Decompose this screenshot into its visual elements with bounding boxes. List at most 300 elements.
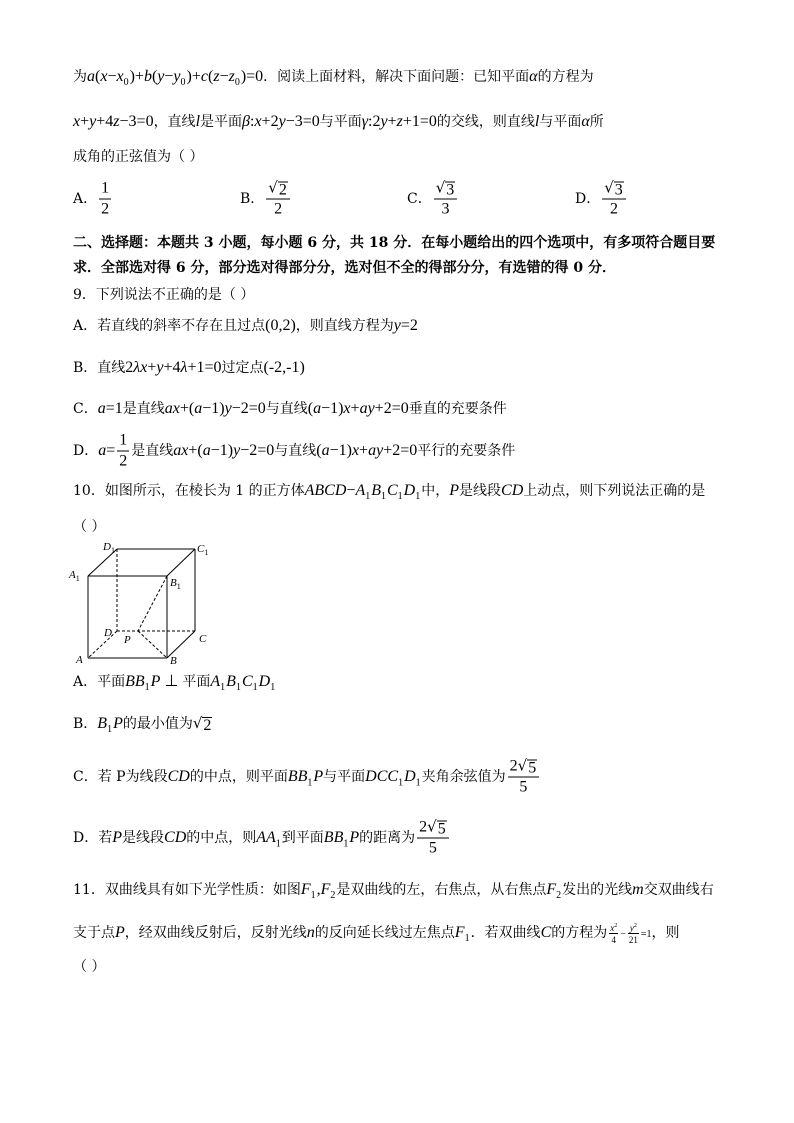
q8-option-c [407, 179, 459, 220]
math-symbol: 1 [101, 179, 110, 197]
q11-stem-line-3 [73, 957, 105, 977]
text-run: 是直线 [131, 443, 174, 459]
vertex-subscript: 1 [75, 574, 80, 583]
math-variable: x [610, 923, 615, 933]
square-root [268, 179, 288, 199]
section-2-header-line-1 [73, 233, 715, 253]
math-symbol: −3=0 [119, 113, 154, 130]
subscript: 1 [415, 491, 421, 502]
math-variable: AA [256, 829, 276, 846]
math-variable: y [89, 113, 97, 130]
text-run: 发出的光线 [562, 882, 633, 898]
text-run: D．若 [73, 830, 113, 846]
denominator [99, 200, 111, 220]
math-variable: B [371, 482, 381, 499]
vertex-letter: C [197, 543, 205, 555]
q11-stem-line-2 [73, 921, 680, 949]
vertex-letter: A [69, 569, 76, 581]
math-variable: a [98, 442, 107, 459]
subscript: 1 [220, 682, 226, 693]
text-run: 是平面 [200, 114, 243, 130]
math-variable: x [116, 68, 124, 85]
math-variable: a [87, 68, 95, 85]
section-2-header-line-2 [73, 258, 616, 278]
radical-sign [604, 179, 614, 199]
text-run: ．阅读上面材料，解决下面问题：已知平面 [263, 69, 530, 85]
text-run: （ ） [73, 959, 106, 975]
math-variable: P [449, 482, 460, 499]
math-variable: P [113, 715, 123, 732]
text-run: C． [407, 191, 432, 207]
math-variable: ax [173, 442, 189, 459]
math-variable: x [343, 400, 351, 417]
text-run: B． [240, 191, 265, 207]
math-symbol: :2 [368, 113, 381, 130]
q9-stem [73, 285, 254, 305]
text-run: 交双曲线右 [643, 882, 714, 898]
radical-sign [518, 757, 528, 777]
radical-sign [268, 179, 278, 199]
square-root [436, 179, 456, 199]
math-symbol: 2 [101, 200, 110, 218]
radical-sign [427, 818, 437, 838]
math-symbol: 2 [274, 200, 283, 218]
math-variable: x [254, 113, 262, 130]
math-symbol: − [219, 68, 229, 85]
segment-p-b [138, 631, 167, 658]
math-variable: ax [164, 400, 180, 417]
denominator [508, 778, 540, 798]
math-symbol: (-2,-1) [263, 359, 305, 376]
subscript: 1 [365, 491, 371, 502]
vertex-label-b1 [170, 577, 181, 591]
fraction [508, 757, 540, 798]
fraction [628, 921, 639, 945]
radicand [278, 182, 288, 199]
math-variable: y [173, 68, 181, 85]
math-symbol: 5 [528, 759, 537, 777]
text-run: 中， [421, 483, 450, 499]
q8-option-b [240, 179, 292, 220]
math-symbol: +2=0 [374, 400, 409, 417]
math-symbol: 1 [119, 431, 128, 449]
math-variable: ABCD [304, 482, 347, 499]
numerator [508, 757, 540, 778]
math-variable: y [629, 923, 634, 933]
math-symbol: 2 [278, 181, 287, 199]
math-variable: CD [501, 482, 524, 499]
math-variable: C [387, 482, 398, 499]
radicand [445, 182, 455, 199]
denominator [266, 200, 290, 220]
vertex-letter: B [170, 577, 177, 589]
math-variable: y [224, 400, 232, 417]
text-run: 夹角余弦值为 [421, 769, 506, 785]
math-symbol: 5 [428, 839, 437, 857]
text-run: D． [73, 443, 99, 459]
math-symbol: ( [307, 400, 314, 417]
text-run: 垂直的充要条件 [408, 401, 507, 417]
math-variable: l [195, 113, 201, 130]
q10-option-a [73, 672, 276, 698]
math-variable: y [380, 113, 388, 130]
math-symbol: 5 [437, 820, 446, 838]
math-symbol: +2=0 [383, 442, 418, 459]
edge-c-b [167, 631, 195, 658]
numerator [628, 921, 639, 934]
superscript: 2 [633, 923, 637, 929]
math-variable: x [351, 442, 360, 459]
math-symbol: )+ [129, 68, 144, 85]
q10-stem-line-2 [73, 517, 105, 537]
math-variable: F [454, 924, 465, 941]
denominator [609, 934, 618, 945]
square-root [518, 757, 538, 777]
q10-option-b [73, 714, 212, 740]
point-label-p: P [124, 634, 131, 646]
radicand [527, 760, 537, 777]
math-variable: C [540, 924, 552, 941]
q9-option-c [73, 399, 507, 419]
text-run: 的交线，则直线 [436, 114, 535, 130]
math-variable: z [213, 68, 220, 85]
math-symbol: + [147, 359, 157, 376]
text-run: 平行的充要条件 [417, 443, 516, 459]
subscript: 1 [398, 777, 404, 788]
fraction [417, 818, 449, 859]
text-run: ，则直线方程为 [295, 318, 394, 334]
math-variable: F [300, 881, 311, 898]
denominator [434, 200, 458, 220]
math-symbol: −1) [329, 442, 352, 459]
text-run: 与平面 [319, 114, 362, 130]
math-variable: β [242, 113, 250, 130]
math-symbol: −2=0 [240, 442, 275, 459]
math-variable: z [396, 113, 403, 130]
q10-option-c [73, 757, 541, 798]
math-symbol: +1=0 [402, 113, 437, 130]
math-variable: c [200, 68, 208, 85]
math-variable: m [632, 881, 644, 898]
subscript: 1 [275, 838, 281, 849]
numerator [434, 179, 458, 200]
text-run: B．直线 [73, 360, 126, 376]
edge-c1-b1 [167, 549, 195, 576]
math-symbol: ⊥ [160, 673, 183, 690]
text-run: 的中点，则平面 [189, 769, 288, 785]
text-run: C． [73, 401, 98, 417]
math-variable: P [313, 768, 324, 785]
math-symbol: ( [151, 68, 158, 85]
q10-option-d [73, 818, 451, 859]
subscript: 1 [397, 491, 403, 502]
math-symbol: 4 [611, 935, 616, 945]
vertex-subscript: 1 [176, 582, 181, 591]
math-symbol: 2 [509, 757, 518, 775]
math-variable: BB [125, 673, 145, 690]
math-symbol: 3 [614, 181, 623, 199]
text-run: 与直线 [274, 443, 317, 459]
numerator [117, 431, 129, 452]
fraction [602, 179, 626, 220]
math-symbol: = [106, 442, 116, 459]
vertex-label-b: B [170, 655, 177, 667]
text-run: 与平面 [323, 769, 366, 785]
math-symbol: +4 [163, 359, 181, 376]
math-variable: A [355, 482, 366, 499]
fraction [434, 179, 458, 220]
subscript: 1 [270, 682, 276, 693]
text-run: ，经双曲线反射后，反射光线 [124, 925, 307, 941]
subscript: 0 [234, 77, 240, 88]
text-run: A． [73, 191, 98, 207]
math-variable: a [202, 442, 211, 459]
subscript: 2 [330, 890, 336, 901]
radicand [437, 821, 447, 838]
math-symbol: − [107, 68, 117, 85]
math-symbol: =1 [105, 400, 123, 417]
math-variable: D [403, 482, 416, 499]
math-variable: P [115, 924, 125, 941]
subscript: 1 [464, 933, 470, 944]
math-variable: λ [180, 359, 188, 376]
q9-option-a [73, 316, 418, 336]
text-run: 10．如图所示，在棱长为 1 的正方体 [73, 483, 305, 499]
math-variable: y [278, 113, 286, 130]
q8-option-d [575, 179, 628, 220]
radicand [614, 182, 624, 199]
q9-option-b [73, 358, 305, 378]
text-run: 的反向延长线过左焦点 [314, 925, 455, 941]
numerator [99, 179, 111, 200]
math-variable: a [313, 400, 322, 417]
math-variable: BB [287, 768, 308, 785]
math-variable: F [320, 881, 331, 898]
math-variable: P [349, 829, 360, 846]
text-run: 的方程为 [551, 925, 608, 941]
text-run: D． [575, 191, 601, 207]
math-symbol: − [164, 68, 174, 85]
text-run: ，直线 [153, 114, 196, 130]
text-run: C．若 P为线段 [73, 769, 168, 785]
fraction [609, 921, 618, 945]
math-variable: b [143, 68, 152, 85]
vertex-label-d: D [104, 627, 112, 639]
math-variable: a [194, 400, 203, 417]
denominator [628, 934, 639, 945]
math-variable: a [321, 442, 330, 459]
math-variable: γ [361, 113, 369, 130]
math-symbol: 3 [446, 181, 455, 199]
math-variable: y [156, 359, 164, 376]
vertex-label-c: C [199, 633, 207, 645]
math-symbol: + [350, 400, 360, 417]
numerator [602, 179, 626, 200]
text-run: A．若直线的斜率不存在且过点 [73, 318, 266, 334]
numerator [266, 179, 290, 200]
math-symbol: −1) [321, 400, 344, 417]
math-variable: D [404, 768, 416, 785]
numerator [609, 921, 618, 934]
math-symbol: +1=0 [187, 359, 222, 376]
math-symbol: −1) [202, 400, 225, 417]
q11-stem-line-1 [73, 880, 714, 906]
subscript: 1 [415, 777, 421, 788]
text-run: 与直线 [265, 401, 308, 417]
math-symbol: , [316, 881, 321, 898]
text-run: 二、选择题：本题共 3 小题，每小题 6 分，共 18 分．在每小题给出的四个选项中，有多项符合题目要 [73, 235, 716, 251]
text-run: 的中点，则 [186, 830, 257, 846]
subscript: 1 [107, 724, 113, 735]
text-run: B． [73, 716, 98, 732]
subscript: 2 [556, 890, 562, 901]
subscript: 1 [343, 838, 349, 849]
math-symbol: + [359, 442, 369, 459]
text-run: 是线段 [122, 830, 165, 846]
math-symbol: +4 [96, 113, 114, 130]
q10-stem-line-1 [73, 481, 705, 507]
math-symbol: −1) [210, 442, 234, 459]
q8-stem-line-1 [73, 67, 594, 93]
superscript: 2 [614, 923, 618, 929]
fraction [117, 431, 129, 472]
math-symbol: −2=0 [231, 400, 266, 417]
square-root [427, 818, 447, 838]
math-variable: α [581, 113, 590, 130]
math-symbol: ( [207, 68, 214, 85]
subscript: 1 [310, 890, 316, 901]
text-run: 的方程为 [537, 69, 594, 85]
math-variable: n [306, 924, 315, 941]
math-variable: z [113, 113, 120, 130]
math-variable: ay [368, 442, 384, 459]
math-variable: ay [359, 400, 375, 417]
subscript: 0 [123, 77, 129, 88]
segment-b1-p [138, 576, 167, 631]
math-symbol: 2 [610, 200, 619, 218]
math-variable: α [529, 68, 538, 85]
math-symbol: (0,2) [265, 317, 296, 334]
square-root [604, 179, 624, 199]
text-run: 是双曲线的左，右焦点，从右焦点 [336, 882, 547, 898]
text-run: （ ） [73, 519, 106, 535]
vertex-label-a1 [68, 569, 80, 583]
text-run: A．平面 [73, 674, 126, 690]
math-variable: y [157, 68, 165, 85]
q8-stem-line-2 [73, 112, 604, 132]
math-variable: a [97, 400, 106, 417]
text-run: 过定点 [221, 360, 264, 376]
text-run: 是线段 [459, 483, 502, 499]
math-variable: y [393, 317, 401, 334]
radical-sign [193, 714, 203, 734]
math-symbol: )+ [186, 68, 201, 85]
vertex-label-c1 [197, 543, 208, 557]
subscript: 0 [180, 77, 186, 88]
math-symbol: )=0 [240, 68, 264, 85]
math-symbol: −3=0 [285, 113, 320, 130]
math-symbol: 2 [203, 717, 212, 734]
cube-figure [60, 535, 220, 670]
denominator [602, 200, 626, 220]
text-run: 所 [589, 114, 604, 130]
math-variable: CD [167, 768, 190, 785]
vertex-subscript: 1 [204, 548, 209, 557]
numerator [417, 818, 449, 839]
hidden-edge-d-a [88, 631, 117, 658]
math-symbol: : [249, 113, 255, 130]
math-variable: CD [164, 829, 187, 846]
math-variable: F [546, 881, 557, 898]
math-symbol: 2 [419, 818, 428, 836]
math-variable: l [534, 113, 540, 130]
text-run: 为 [73, 69, 87, 85]
text-run: ．若双曲线 [470, 925, 541, 941]
text-run: 成角的正弦值为（ ） [73, 149, 204, 165]
math-symbol: 2 [125, 359, 134, 376]
math-variable: BB [323, 829, 344, 846]
text-run: ，则 [651, 925, 680, 941]
math-symbol: +( [188, 442, 203, 459]
text-run: 9．下列说法不正确的是（ ） [73, 287, 255, 303]
text-run: 是直线 [122, 401, 165, 417]
radicand [202, 717, 212, 734]
text-run: 的最小值为 [122, 716, 193, 732]
math-symbol: − [346, 482, 356, 499]
q9-option-d [73, 431, 515, 472]
math-variable: DCC [365, 768, 399, 785]
text-run: 的距离为 [359, 830, 416, 846]
text-run: 平面 [182, 674, 211, 690]
math-variable: A [210, 673, 221, 690]
math-symbol: 21 [628, 935, 638, 945]
vertex-letter: D [103, 541, 111, 553]
math-symbol: +( [179, 400, 195, 417]
math-symbol: +2 [261, 113, 279, 130]
math-variable: C [241, 673, 253, 690]
math-symbol: 2 [119, 452, 128, 470]
math-symbol: 3 [441, 200, 450, 218]
math-variable: x [100, 68, 108, 85]
fraction [266, 179, 290, 220]
q8-stem-line-3 [73, 147, 203, 167]
math-variable: D [258, 673, 271, 690]
vertex-label-d1 [102, 541, 115, 555]
subscript: 1 [235, 682, 241, 693]
denominator [117, 452, 129, 472]
subscript: 1 [381, 491, 386, 502]
q8-option-a [73, 179, 113, 220]
math-variable: P [112, 829, 123, 846]
math-variable: z [228, 68, 235, 85]
subscript: 1 [307, 777, 313, 788]
math-symbol: =2 [400, 317, 418, 334]
denominator [417, 839, 449, 859]
math-variable: x [73, 113, 81, 130]
math-variable: P [150, 673, 161, 690]
radical-sign [436, 179, 446, 199]
math-symbol: =1 [640, 929, 652, 940]
math-variable: B [226, 673, 236, 690]
math-symbol: − [620, 929, 626, 940]
text-run: 与平面 [539, 114, 582, 130]
vertex-subscript: 1 [110, 546, 115, 555]
subscript: 1 [252, 682, 258, 693]
subscript: 1 [144, 682, 150, 693]
math-symbol: + [387, 113, 397, 130]
math-variable: λx [133, 359, 148, 376]
text-run: 求．全部选对得 6 分，部分选对得部分分，选对但不全的得部分分，有选错的得 0 分． [73, 260, 616, 276]
